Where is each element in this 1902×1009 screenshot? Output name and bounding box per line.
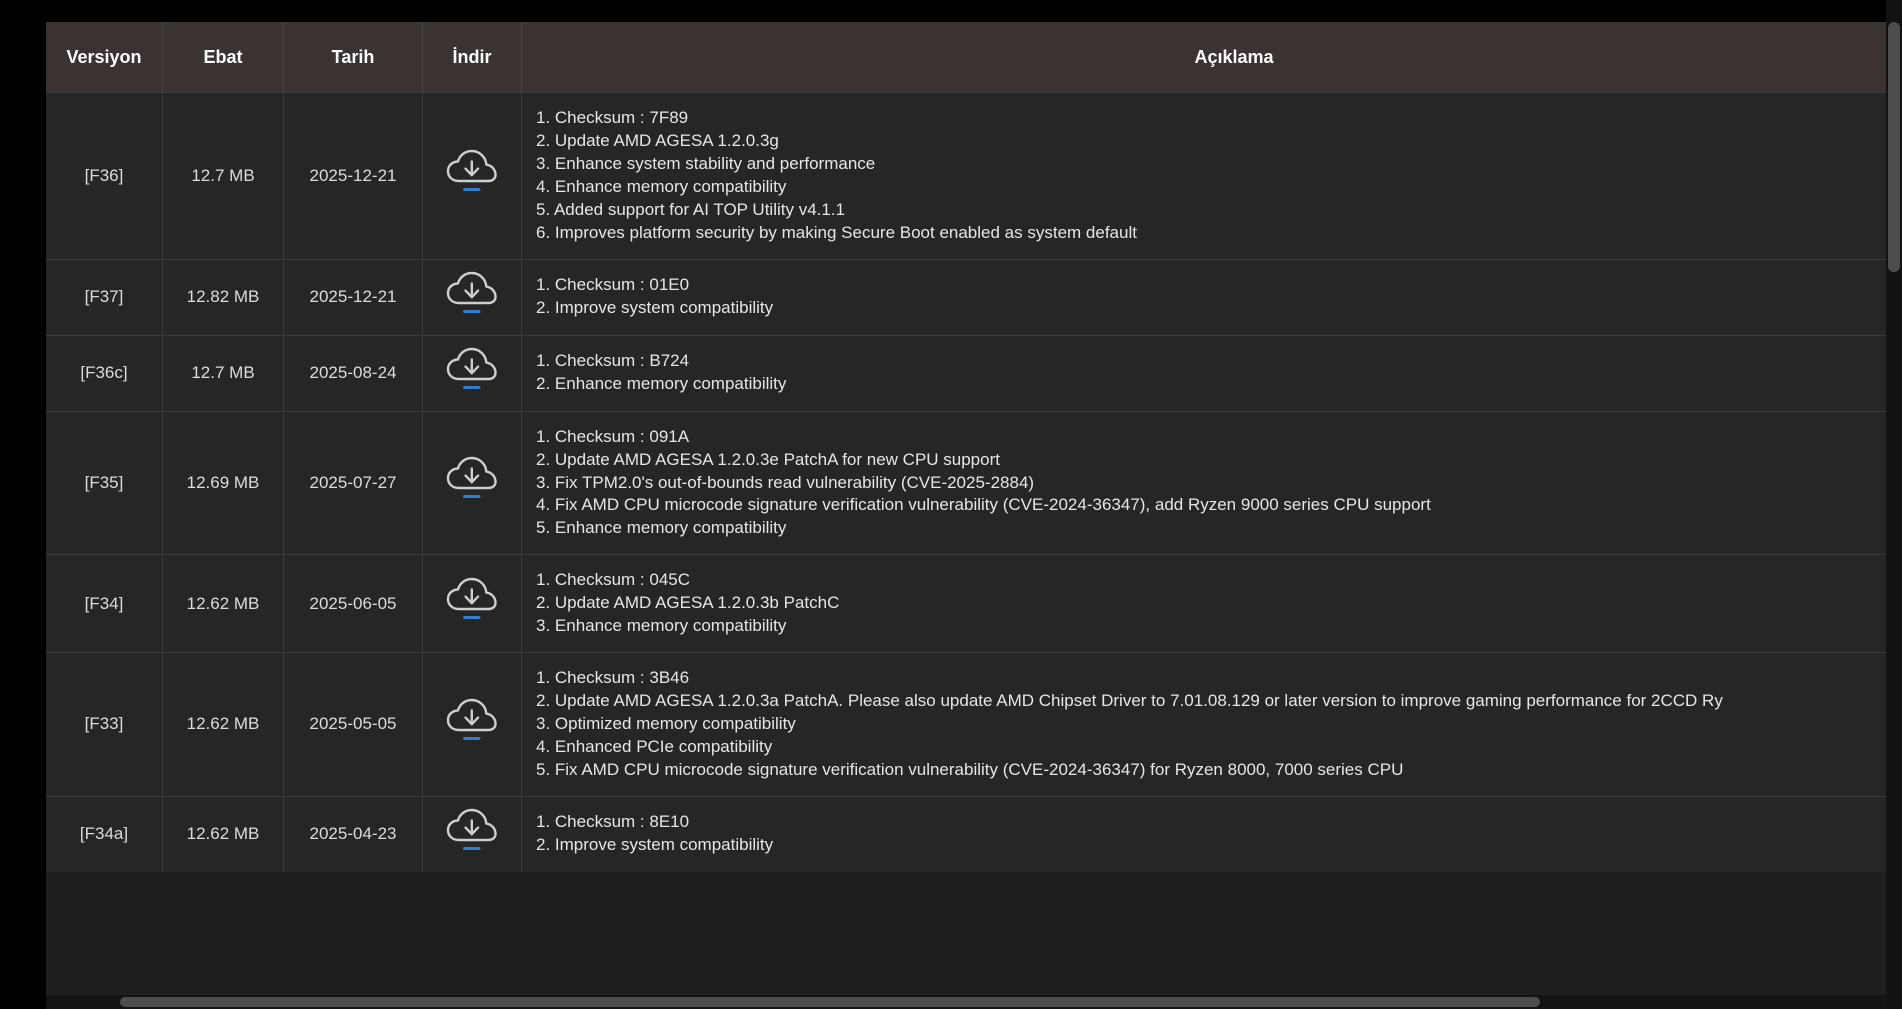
- bios-download-cell: [423, 796, 522, 872]
- description-line: 4. Fix AMD CPU microcode signature verification vulnerability (CVE-2024-36347), add Ryzen 9000 series CPU support: [536, 495, 1431, 515]
- bios-description-cell: [522, 796, 1902, 872]
- bios-version-cell: [F36]: [46, 93, 163, 260]
- description-line: 1. Checksum : 045C: [536, 570, 691, 590]
- description-line: 5. Fix AMD CPU microcode signature verification vulnerability (CVE-2024-36347) for Ryzen 8000, 7000 series CPU: [536, 759, 1404, 779]
- description-line: 2. Update AMD AGESA 1.2.0.3b PatchC: [536, 593, 840, 613]
- bios-date-cell: 2025-06-05: [284, 555, 423, 653]
- bios-download-cell: [423, 335, 522, 411]
- table-row: [46, 411, 1902, 555]
- cloud-download-icon[interactable]: [445, 576, 499, 626]
- bios-download-cell: [423, 411, 522, 555]
- description-line: 1. Checksum : 8E10: [536, 812, 690, 832]
- bios-size-cell: 12.62 MB: [163, 555, 284, 653]
- bios-description-cell: [522, 411, 1902, 555]
- bios-description-cell: [522, 259, 1902, 335]
- table-header: [46, 22, 1902, 93]
- column-header-version: Versiyon: [46, 22, 163, 93]
- bios-download-cell: [423, 93, 522, 260]
- bios-size-cell: 12.7 MB: [163, 93, 284, 260]
- bios-version-cell: [F34a]: [46, 796, 163, 872]
- table-row: [46, 335, 1902, 411]
- bios-version-cell: [F33]: [46, 653, 163, 797]
- description-line: 2. Update AMD AGESA 1.2.0.3e PatchA for new CPU support: [536, 449, 1000, 469]
- table-body: [46, 93, 1902, 872]
- description-line: 6. Improves platform security by making Secure Boot enabled as system default: [536, 222, 1137, 242]
- bios-version-cell: [F35]: [46, 411, 163, 555]
- cloud-download-icon[interactable]: [445, 148, 499, 198]
- bios-size-cell: 12.82 MB: [163, 259, 284, 335]
- cloud-download-icon[interactable]: [445, 697, 499, 747]
- bios-download-cell: [423, 259, 522, 335]
- description-line: 5. Enhance memory compatibility: [536, 518, 787, 538]
- bios-size-cell: 12.69 MB: [163, 411, 284, 555]
- table-row: [46, 259, 1902, 335]
- bios-table-container: [46, 22, 1902, 997]
- bios-size-cell: 12.62 MB: [163, 796, 284, 872]
- horizontal-scrollbar-thumb[interactable]: [120, 997, 1540, 1007]
- cloud-download-icon[interactable]: [445, 346, 499, 396]
- page-left-gutter: [0, 0, 46, 1009]
- column-header-size: Ebat: [163, 22, 284, 93]
- description-line: 4. Enhanced PCIe compatibility: [536, 736, 773, 756]
- bios-description-cell: [522, 653, 1902, 797]
- table-row: [46, 796, 1902, 872]
- bios-date-cell: 2025-05-05: [284, 653, 423, 797]
- description-line: 3. Enhance system stability and performance: [536, 153, 876, 173]
- bios-download-cell: [423, 555, 522, 653]
- description-line: 3. Enhance memory compatibility: [536, 616, 787, 636]
- description-line: 2. Update AMD AGESA 1.2.0.3g: [536, 130, 779, 150]
- cloud-download-icon[interactable]: [445, 807, 499, 857]
- description-line: 2. Improve system compatibility: [536, 835, 774, 855]
- bios-size-cell: 12.7 MB: [163, 335, 284, 411]
- column-header-date: Tarih: [284, 22, 423, 93]
- bios-table: [46, 22, 1902, 872]
- description-line: 5. Added support for AI TOP Utility v4.1.1: [536, 199, 846, 219]
- cloud-download-icon[interactable]: [445, 270, 499, 320]
- bios-date-cell: 2025-08-24: [284, 335, 423, 411]
- bios-description-cell: [522, 93, 1902, 260]
- bios-version-cell: [F37]: [46, 259, 163, 335]
- horizontal-scrollbar[interactable]: [46, 995, 1886, 1009]
- description-line: 3. Fix TPM2.0's out-of-bounds read vulnerability (CVE-2025-2884): [536, 472, 1035, 492]
- table-row: [46, 653, 1902, 797]
- table-header-row: [46, 22, 1902, 93]
- vertical-scrollbar[interactable]: [1886, 0, 1902, 1009]
- table-row: [46, 555, 1902, 653]
- table-row: [46, 93, 1902, 260]
- description-line: 2. Improve system compatibility: [536, 298, 774, 318]
- cloud-download-icon[interactable]: [445, 455, 499, 505]
- description-line: 2. Update AMD AGESA 1.2.0.3a PatchA. Please also update AMD Chipset Driver to 7.01.08.129 or later version to improve gaming performance for 2CCD Ry: [536, 691, 1723, 711]
- description-line: 1. Checksum : 7F89: [536, 108, 689, 127]
- bios-date-cell: 2025-12-21: [284, 93, 423, 260]
- bios-date-cell: 2025-04-23: [284, 796, 423, 872]
- bios-size-cell: 12.62 MB: [163, 653, 284, 797]
- description-line: 2. Enhance memory compatibility: [536, 374, 787, 394]
- description-line: 1. Checksum : 01E0: [536, 275, 690, 295]
- description-line: 3. Optimized memory compatibility: [536, 714, 796, 733]
- column-header-download: İndir: [423, 22, 522, 93]
- description-line: 1. Checksum : 3B46: [536, 668, 690, 688]
- vertical-scrollbar-thumb[interactable]: [1888, 22, 1900, 272]
- description-line: 1. Checksum : B724: [536, 351, 690, 371]
- bios-version-cell: [F36c]: [46, 335, 163, 411]
- bios-date-cell: 2025-12-21: [284, 259, 423, 335]
- bios-version-cell: [F34]: [46, 555, 163, 653]
- bios-date-cell: 2025-07-27: [284, 411, 423, 555]
- bios-download-cell: [423, 653, 522, 797]
- bios-description-cell: [522, 335, 1902, 411]
- bios-description-cell: [522, 555, 1902, 653]
- description-line: 4. Enhance memory compatibility: [536, 176, 787, 196]
- description-line: 1. Checksum : 091A: [536, 426, 690, 446]
- column-header-description: Açıklama: [522, 22, 1902, 93]
